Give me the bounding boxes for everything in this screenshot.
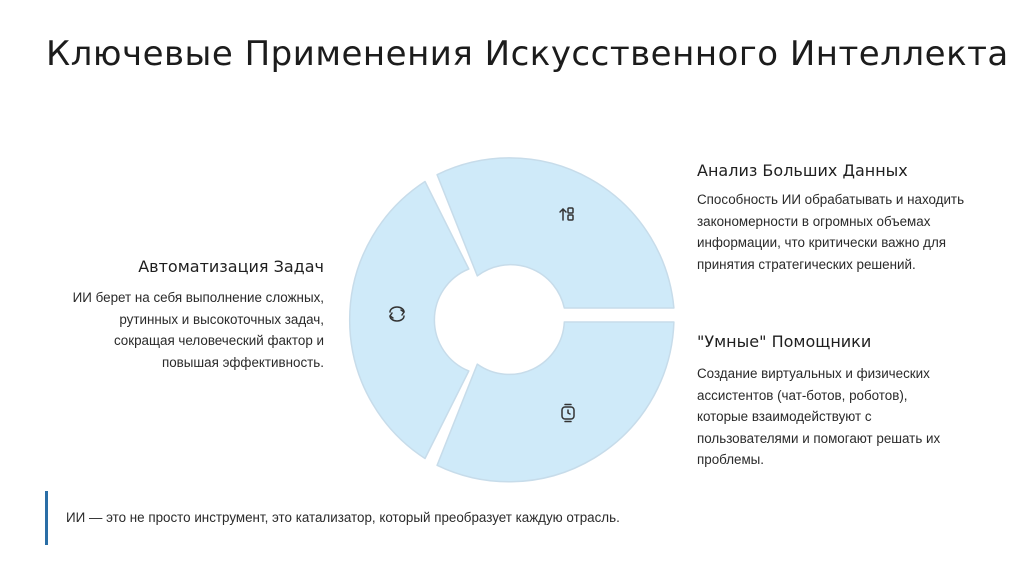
quote-accent-bar	[45, 491, 48, 545]
automation-title: Автоматизация Задач	[138, 257, 324, 276]
assistants-line: проблемы.	[697, 452, 765, 467]
automation-line: сокращая человеческий фактор и	[113, 333, 324, 348]
page-title: Ключевые Применения Искусственного Интеллекта	[46, 34, 1009, 74]
big-data-title: Анализ Больших Данных	[697, 161, 908, 180]
assistants-line: ассистентов (чат-ботов, роботов),	[697, 387, 908, 403]
big-data-description	[697, 189, 997, 275]
automation-line: ИИ берет на себя выполнение сложных,	[72, 290, 324, 305]
segment-automation	[350, 182, 469, 459]
segment-assistants	[437, 322, 674, 482]
quote-text: ИИ — это не просто инструмент, это катализатор, который преобразует каждую отрасль.	[66, 510, 620, 525]
assistants-title: "Умные" Помощники	[697, 332, 872, 351]
big-data-line: Способность ИИ обрабатывать и находить	[697, 192, 965, 207]
assistants-line: которые взаимодействуют с	[697, 409, 872, 424]
segment-big-data	[437, 158, 674, 308]
big-data-line: закономерности в огромных объемах	[697, 213, 931, 229]
big-data-line: принятия стратегических решений.	[697, 256, 916, 272]
ring-diagram	[340, 150, 680, 490]
assistants-description	[697, 363, 967, 471]
assistants-line: пользователями и помогают решать их	[697, 430, 941, 446]
automation-description	[34, 287, 324, 373]
automation-line: повышая эффективность.	[161, 354, 324, 370]
assistants-line: Создание виртуальных и физических	[697, 366, 930, 381]
automation-line: рутинных и высокоточных задач,	[119, 311, 324, 327]
big-data-line: информации, что критически важно для	[697, 235, 947, 250]
